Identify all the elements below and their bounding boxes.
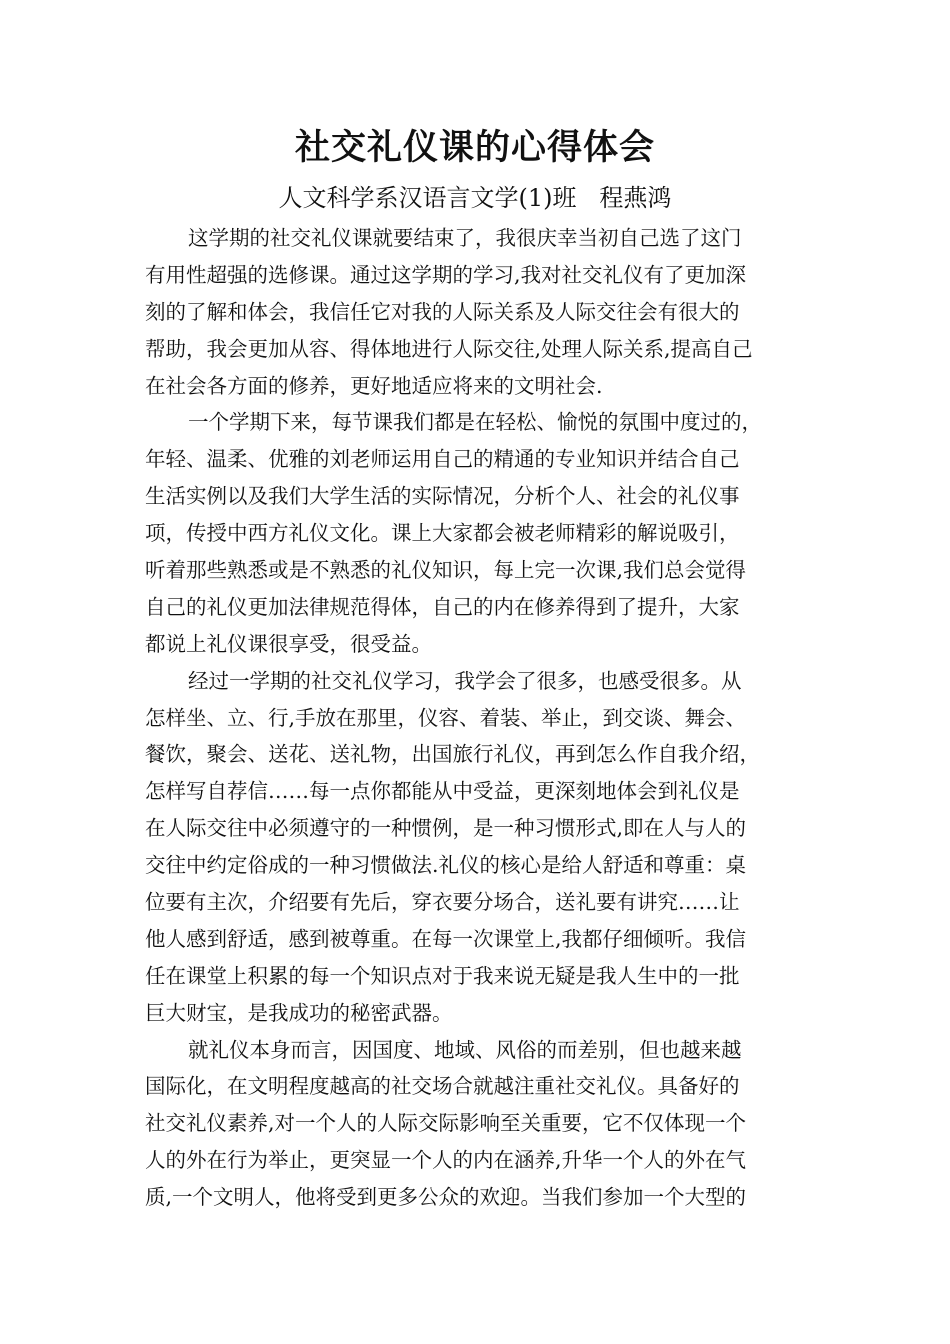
document-title: 社交礼仪课的心得体会 [294, 127, 655, 168]
body-line: 帮助，我会更加从容、得体地进行人际交往,处理人际关系,提高自己 [145, 336, 753, 361]
body-line: 国际化，在文明程度越高的社交场合就越注重社交礼仪。具备好的 [145, 1074, 740, 1099]
body-line: 自己的礼仪更加法律规范得体，自己的内在修养得到了提升，大家 [145, 594, 740, 619]
body-line: 人的外在行为举止，更突显一个人的内在涵养,升华一个人的外在气 [145, 1148, 747, 1173]
body-line: 任在课堂上积累的每一个知识点对于我来说无疑是我人生中的一批 [145, 963, 740, 988]
body-line: 年轻、温柔、优雅的刘老师运用自己的精通的专业知识并结合自己 [145, 447, 740, 472]
body-line: 交往中约定俗成的一种习惯做法.礼仪的核心是给人舒适和尊重：桌 [145, 853, 747, 878]
body-line: 都说上礼仪课很享受，很受益。 [145, 631, 432, 656]
body-line: 在社会各方面的修养，更好地适应将来的文明社会. [145, 373, 603, 398]
body-line: 生活实例以及我们大学生活的实际情况，分析个人、社会的礼仪事 [145, 484, 740, 509]
body-line: 一个学期下来，每节课我们都是在轻松、愉悦的氛围中度过的， [188, 410, 762, 435]
body-line: 质,一个文明人，他将受到更多公众的欢迎。当我们参加一个大型的 [145, 1185, 747, 1210]
body-line: 项，传授中西方礼仪文化。课上大家都会被老师精彩的解说吸引， [145, 521, 740, 546]
body-line: 刻的了解和体会，我信任它对我的人际关系及人际交往会有很大的 [145, 299, 740, 324]
body-line: 就礼仪本身而言，因国度、地域、风俗的而差别，但也越来越 [188, 1037, 742, 1062]
document-body [145, 220, 815, 1216]
body-line: 怎样坐、立、行,手放在那里，仪容、着装、举止，到交谈、舞会、 [145, 705, 747, 730]
body-line: 社交礼仪素养,对一个人的人际交际影响至关重要，它不仅体现一个 [145, 1111, 747, 1136]
body-line: 怎样写自荐信……每一点你都能从中受益，更深刻地体会到礼仪是 [145, 779, 740, 804]
body-line: 餐饮，聚会、送花、送礼物，出国旅行礼仪，再到怎么作自我介绍， [145, 742, 760, 767]
body-line: 听着那些熟悉或是不熟悉的礼仪知识，每上完一次课,我们总会觉得 [145, 558, 747, 583]
body-line: 在人际交往中必须遵守的一种惯例，是一种习惯形式,即在人与人的 [145, 816, 747, 841]
body-line: 巨大财宝，是我成功的秘密武器。 [145, 1000, 453, 1025]
body-line: 这学期的社交礼仪课就要结束了，我很庆幸当初自己选了这门 [188, 226, 742, 250]
body-line: 经过一学期的社交礼仪学习，我学会了很多，也感受很多。从 [188, 668, 742, 693]
body-line: 有用性超强的选修课。通过这学期的学习,我对社交礼仪有了更加深 [145, 262, 747, 287]
document-subtitle: 人文科学系汉语言文学(1)班 程燕鸿 [278, 184, 672, 212]
body-line: 他人感到舒适，感到被尊重。在每一次课堂上,我都仔细倾听。我信 [145, 926, 747, 951]
body-line: 位要有主次，介绍要有先后，穿衣要分场合，送礼要有讲究……让 [145, 890, 740, 915]
